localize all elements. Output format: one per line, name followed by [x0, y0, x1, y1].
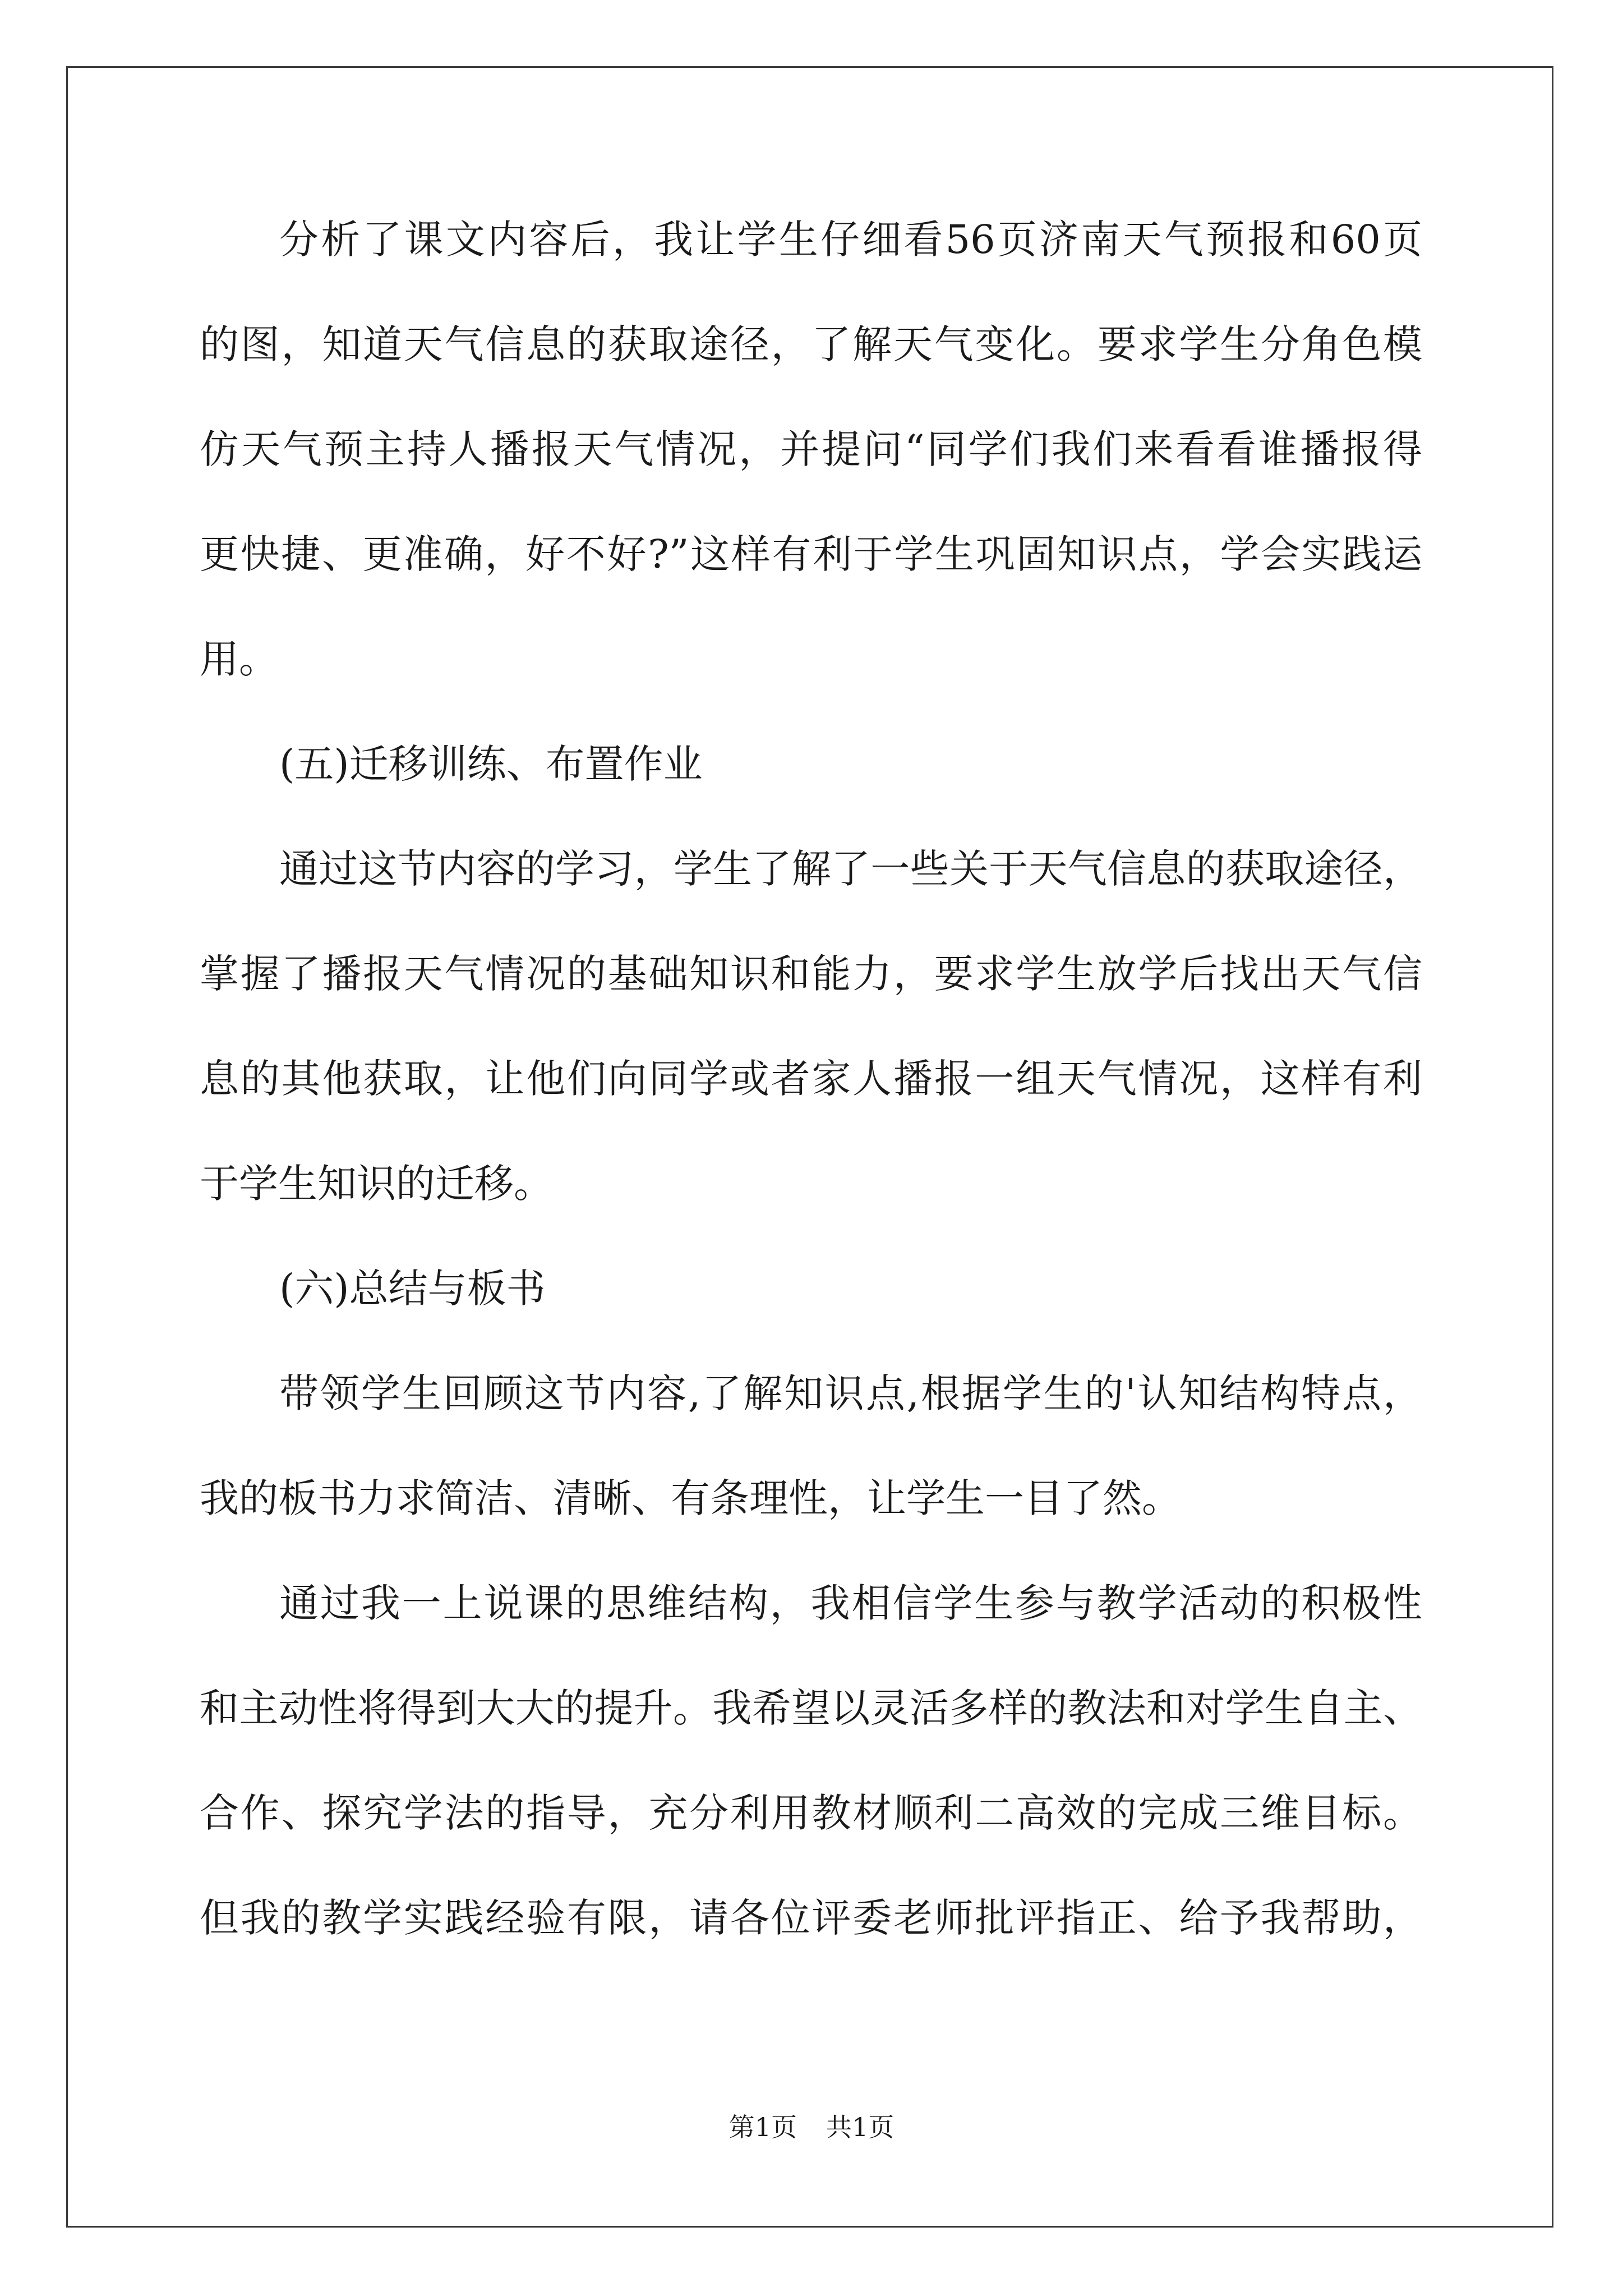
paragraph-line: 更快捷、更准确，好不好?”这样有利于学生巩固知识点，学会实践运 [200, 531, 1422, 577]
paragraph-line: 合作、探究学法的指导，充分利用教材顺利二高效的完成三维目标。 [200, 1790, 1422, 1836]
paragraph-line: 通过我一上说课的思维结构，我相信学生参与教学活动的积极性 [279, 1580, 1422, 1626]
paragraph-line: 掌握了播报天气情况的基础知识和能力，要求学生放学后找出天气信 [200, 951, 1422, 997]
section-heading: (六)总结与板书 [279, 1266, 546, 1312]
paragraph-line: 但我的教学实践经验有限，请各位评委老师批评指正、给予我帮助， [200, 1895, 1422, 1941]
paragraph-line: 我的板书力求简洁、清晰、有条理性，让学生一目了然。 [200, 1475, 1181, 1521]
paragraph-line: 息的其他获取，让他们向同学或者家人播报一组天气情况，这样有利 [200, 1056, 1422, 1102]
paragraph-line: 仿天气预主持人播报天气情况，并提问“同学们我们来看看谁播报得 [200, 426, 1422, 472]
paragraph-line: 通过这节内容的学习，学生了解了一些关于天气信息的获取途径， [279, 846, 1422, 892]
page-number: 第1页 [728, 2112, 797, 2142]
section-heading: (五)迁移训练、布置作业 [279, 741, 703, 787]
paragraph-line: 的图，知道天气信息的获取途径，了解天气变化。要求学生分角色模 [200, 321, 1422, 367]
paragraph-line: 和主动性将得到大大的提升。我希望以灵活多样的教法和对学生自主、 [200, 1685, 1422, 1731]
paragraph-line: 于学生知识的迁移。 [200, 1161, 553, 1207]
paragraph-line: 用。 [200, 636, 278, 682]
paragraph-line: 分析了课文内容后，我让学生仔细看56页济南天气预报和60页 [279, 217, 1422, 263]
paragraph-line: 带领学生回顾这节内容,了解知识点,根据学生的'认知结构特点， [279, 1370, 1422, 1416]
page-footer [0, 2110, 1623, 2144]
page-total: 共1页 [826, 2112, 895, 2142]
